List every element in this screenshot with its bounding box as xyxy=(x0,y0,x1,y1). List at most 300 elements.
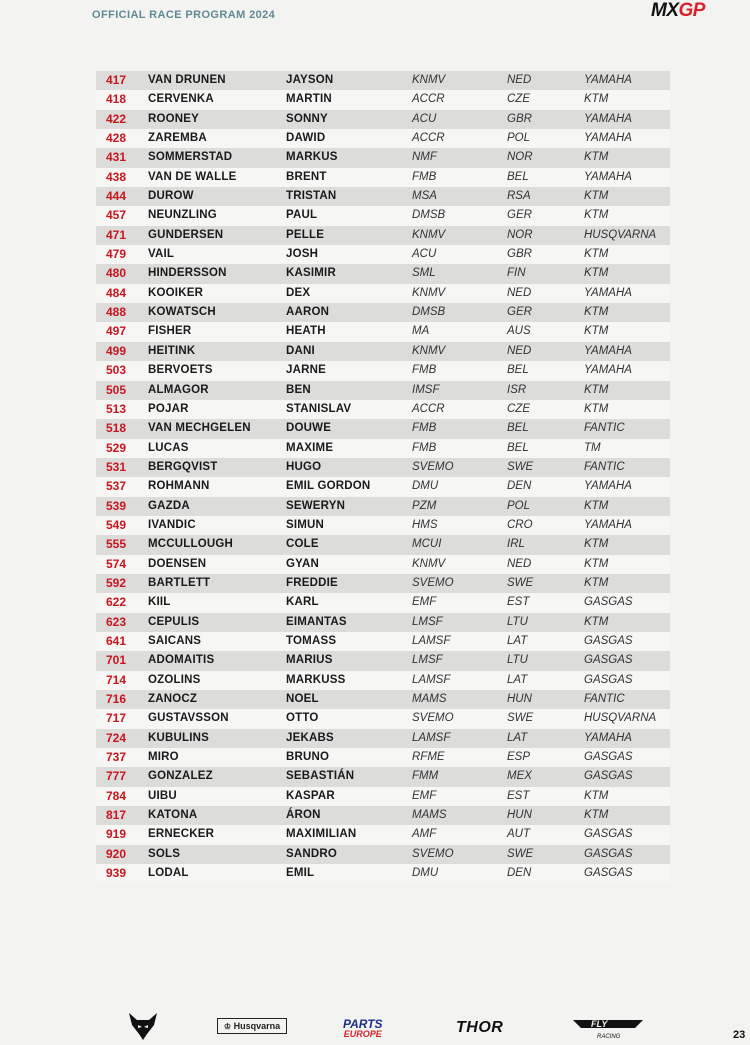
bike-brand: KTM xyxy=(584,248,609,261)
last-name: HEITINK xyxy=(148,344,196,357)
nation: HUN xyxy=(507,693,532,705)
table-row xyxy=(96,497,670,516)
table-row xyxy=(96,187,670,206)
nation: LAT xyxy=(507,731,528,744)
first-name: SEWERYN xyxy=(286,499,346,512)
first-name: BRENT xyxy=(286,170,327,183)
bike-brand: HUSQVARNA xyxy=(584,712,657,725)
rider-number: 623 xyxy=(106,614,127,629)
nation: GER xyxy=(507,306,532,319)
first-name: TOMASS xyxy=(286,634,337,647)
table-row xyxy=(96,767,670,786)
bike-brand: KTM xyxy=(584,209,609,222)
rider-number: 737 xyxy=(106,750,127,765)
table-row xyxy=(96,709,670,728)
federation: LAMSF xyxy=(412,673,451,686)
last-name: GAZDA xyxy=(148,499,190,512)
nation: DEN xyxy=(507,480,532,493)
last-name: GUNDERSEN xyxy=(148,228,224,241)
rider-number: 428 xyxy=(106,131,127,146)
first-name: MAXIME xyxy=(286,441,334,454)
first-name: NOEL xyxy=(286,693,319,705)
bike-brand: YAMAHA xyxy=(584,344,632,357)
table-row xyxy=(96,825,670,844)
table-row xyxy=(96,574,670,593)
nation: LTU xyxy=(507,654,528,667)
federation: FMB xyxy=(412,422,437,435)
bike-brand: FANTIC xyxy=(584,693,625,705)
last-name: DOENSEN xyxy=(148,557,207,570)
last-name: NEUNZLING xyxy=(148,209,217,222)
nation: NOR xyxy=(507,151,533,164)
bike-brand: TM xyxy=(584,441,601,454)
table-row xyxy=(96,303,670,322)
rider-number: 537 xyxy=(106,479,127,494)
last-name: HINDERSSON xyxy=(148,267,227,280)
parts-europe-logo xyxy=(343,1019,383,1039)
first-name: EMIL GORDON xyxy=(286,480,371,493)
federation: KNMV xyxy=(412,228,446,241)
rider-number: 592 xyxy=(106,575,127,590)
first-name: MARKUS xyxy=(286,151,338,164)
bike-brand: KTM xyxy=(584,538,609,551)
first-name: DANI xyxy=(286,344,315,357)
bike-brand: KTM xyxy=(584,809,609,822)
federation: FMB xyxy=(412,170,437,183)
bike-brand: YAMAHA xyxy=(584,286,632,299)
federation: RFME xyxy=(412,751,445,764)
rider-number: 716 xyxy=(106,692,127,706)
nation: BEL xyxy=(507,364,529,377)
first-name: COLE xyxy=(286,538,319,551)
table-row xyxy=(96,864,670,883)
first-name: HUGO xyxy=(286,460,322,473)
first-name: DOUWE xyxy=(286,422,332,435)
rider-number: 499 xyxy=(106,343,127,358)
table-row xyxy=(96,729,670,748)
table-row xyxy=(96,90,670,109)
table-row xyxy=(96,555,670,574)
federation: KNMV xyxy=(412,286,446,299)
first-name: DAWID xyxy=(286,132,326,145)
bike-brand: KTM xyxy=(584,557,609,570)
federation: SVEMO xyxy=(412,460,454,473)
rider-number: 539 xyxy=(106,498,127,513)
first-name: EIMANTAS xyxy=(286,615,347,628)
nation: LAT xyxy=(507,634,528,647)
rider-number: 919 xyxy=(106,827,127,842)
first-name: HEATH xyxy=(286,325,326,338)
last-name: GONZALEZ xyxy=(148,770,213,783)
nation: SWE xyxy=(507,712,534,725)
rider-number: 479 xyxy=(106,247,127,262)
rider-number: 444 xyxy=(106,189,127,204)
last-name: FISHER xyxy=(148,325,192,338)
nation: CZE xyxy=(507,93,530,106)
bike-brand: YAMAHA xyxy=(584,518,632,531)
nation: SWE xyxy=(507,576,534,589)
nation: NED xyxy=(507,557,532,570)
racing-label: RACING xyxy=(597,1034,621,1040)
nation: ESP xyxy=(507,751,531,764)
federation: MAMS xyxy=(412,809,447,822)
rider-number: 505 xyxy=(106,382,127,397)
federation: EMF xyxy=(412,789,437,802)
last-name: SOLS xyxy=(148,847,181,860)
rider-number: 939 xyxy=(106,866,127,881)
federation: LMSF xyxy=(412,654,443,667)
nation: AUS xyxy=(507,325,531,338)
bike-brand: FANTIC xyxy=(584,460,625,473)
first-name: JOSH xyxy=(286,248,319,261)
last-name: MCCULLOUGH xyxy=(148,538,234,551)
nation: GER xyxy=(507,209,532,222)
last-name: KIIL xyxy=(148,596,171,609)
rider-number: 784 xyxy=(106,788,127,803)
federation: DMSB xyxy=(412,209,446,222)
federation: EMF xyxy=(412,596,437,609)
first-name: EMIL xyxy=(286,867,315,880)
first-name: ÁRON xyxy=(286,809,321,822)
rider-number: 488 xyxy=(106,305,127,320)
table-row xyxy=(96,613,670,632)
table-row xyxy=(96,651,670,670)
rider-number: 817 xyxy=(106,808,127,823)
nation: POL xyxy=(507,132,531,145)
table-row xyxy=(96,748,670,767)
first-name: MARKUSS xyxy=(286,673,346,686)
bike-brand: KTM xyxy=(584,789,609,802)
federation: LMSF xyxy=(412,615,443,628)
bike-brand: GASGAS xyxy=(584,673,633,686)
first-name: MARTIN xyxy=(286,93,332,106)
nation: DEN xyxy=(507,867,532,880)
bike-brand: GASGAS xyxy=(584,596,633,609)
last-name: KOOIKER xyxy=(148,286,204,299)
bike-brand: YAMAHA xyxy=(584,731,632,744)
first-name: JEKABS xyxy=(286,731,334,744)
rider-number: 497 xyxy=(106,324,127,339)
federation: FMM xyxy=(412,770,439,783)
last-name: UIBU xyxy=(148,789,177,802)
federation: ACCR xyxy=(412,402,445,415)
sponsor-strip xyxy=(0,1008,750,1044)
nation: NED xyxy=(507,74,532,86)
last-name: CERVENKA xyxy=(148,93,214,106)
last-name: MIRO xyxy=(148,751,179,764)
table-row xyxy=(96,845,670,864)
federation: LAMSF xyxy=(412,731,451,744)
last-name: IVANDIC xyxy=(148,518,196,531)
federation: SVEMO xyxy=(412,847,454,860)
federation: MAMS xyxy=(412,693,447,705)
rider-number: 531 xyxy=(106,459,127,474)
nation: ISR xyxy=(507,383,527,396)
rider-number: 480 xyxy=(106,266,127,281)
rider-number: 777 xyxy=(106,769,127,784)
table-row xyxy=(96,632,670,651)
last-name: OZOLINS xyxy=(148,673,201,686)
federation: MSA xyxy=(412,190,437,203)
rider-number: 714 xyxy=(106,672,127,687)
table-row xyxy=(96,458,670,477)
first-name: FREDDIE xyxy=(286,576,338,589)
bike-brand: KTM xyxy=(584,151,609,164)
federation: KNMV xyxy=(412,557,446,570)
rider-number: 920 xyxy=(106,846,127,861)
first-name: JARNE xyxy=(286,364,326,377)
last-name: LUCAS xyxy=(148,441,189,454)
table-row xyxy=(96,264,670,283)
bike-brand: FANTIC xyxy=(584,422,625,435)
last-name: VAIL xyxy=(148,248,175,261)
nation: CRO xyxy=(507,518,533,531)
nation: NED xyxy=(507,344,532,357)
bike-brand: KTM xyxy=(584,383,609,396)
first-name: TRISTAN xyxy=(286,190,337,203)
table-row xyxy=(96,477,670,496)
rider-number: 549 xyxy=(106,517,127,532)
federation: DMSB xyxy=(412,306,446,319)
first-name: SANDRO xyxy=(286,847,338,860)
rider-number: 513 xyxy=(106,401,127,416)
nation: AUT xyxy=(507,828,530,841)
bike-brand: YAMAHA xyxy=(584,112,632,125)
last-name: GUSTAVSSON xyxy=(148,712,229,725)
last-name: ALMAGOR xyxy=(148,383,209,396)
federation: SVEMO xyxy=(412,712,454,725)
nation: EST xyxy=(507,596,530,609)
nation: EST xyxy=(507,789,530,802)
last-name: CEPULIS xyxy=(148,615,200,628)
table-row xyxy=(96,342,670,361)
table-row xyxy=(96,593,670,612)
europe-label: EUROPE xyxy=(343,1029,382,1039)
last-name: ROHMANN xyxy=(148,480,210,493)
rider-number: 518 xyxy=(106,421,127,436)
last-name: VAN MECHGELEN xyxy=(148,422,251,435)
fly-label: FLY xyxy=(591,1019,608,1029)
last-name: LODAL xyxy=(148,867,189,880)
last-name: ZAREMBA xyxy=(148,132,207,145)
bike-brand: GASGAS xyxy=(584,770,633,783)
nation: MEX xyxy=(507,770,532,783)
federation: KNMV xyxy=(412,74,446,86)
federation: FMB xyxy=(412,441,437,454)
nation: CZE xyxy=(507,402,530,415)
nation: LTU xyxy=(507,615,528,628)
table-row xyxy=(96,419,670,438)
nation: LAT xyxy=(507,673,528,686)
table-row xyxy=(96,168,670,187)
nation: SWE xyxy=(507,847,534,860)
federation: NMF xyxy=(412,151,437,164)
first-name: BEN xyxy=(286,383,311,396)
bike-brand: YAMAHA xyxy=(584,74,632,86)
table-row xyxy=(96,148,670,167)
bike-brand: KTM xyxy=(584,576,609,589)
rider-number: 417 xyxy=(106,73,127,87)
first-name: SEBASTIÁN xyxy=(286,770,355,783)
page-number: 23 xyxy=(733,1029,746,1041)
rider-number: 555 xyxy=(106,537,127,552)
table-row xyxy=(96,400,670,419)
federation: SML xyxy=(412,267,436,280)
fly-racing-logo xyxy=(571,1016,645,1042)
bike-brand: YAMAHA xyxy=(584,480,632,493)
last-name: KOWATSCH xyxy=(148,306,216,319)
nation: POL xyxy=(507,499,531,512)
federation: IMSF xyxy=(412,383,440,396)
table-row xyxy=(96,381,670,400)
thor-logo: THOR xyxy=(456,1019,504,1036)
bike-brand: GASGAS xyxy=(584,654,633,667)
first-name: SIMUN xyxy=(286,518,325,531)
husqvarna-logo: ♔ Husqvarna xyxy=(217,1018,287,1034)
table-row xyxy=(96,129,670,148)
bike-brand: YAMAHA xyxy=(584,132,632,145)
rider-number: 701 xyxy=(106,653,127,668)
bike-brand: KTM xyxy=(584,402,609,415)
bike-brand: GASGAS xyxy=(584,828,633,841)
rider-number: 622 xyxy=(106,595,127,610)
last-name: SOMMERSTAD xyxy=(148,151,233,164)
last-name: KUBULINS xyxy=(148,731,210,744)
rider-table xyxy=(96,71,670,883)
table-row xyxy=(96,284,670,303)
federation: SVEMO xyxy=(412,576,454,589)
nation: SWE xyxy=(507,460,534,473)
bike-brand: KTM xyxy=(584,499,609,512)
last-name: VAN DE WALLE xyxy=(148,170,237,183)
rider-number: 422 xyxy=(106,111,127,126)
table-row xyxy=(96,787,670,806)
husqvarna-label: Husqvarna xyxy=(233,1021,281,1031)
first-name: KASPAR xyxy=(286,789,335,802)
bike-brand: KTM xyxy=(584,93,609,106)
rider-number: 529 xyxy=(106,440,127,455)
fox-head-icon xyxy=(127,1011,159,1041)
table-row xyxy=(96,516,670,535)
federation: FMB xyxy=(412,364,437,377)
logo-gp: GP xyxy=(678,0,705,21)
table-row xyxy=(96,439,670,458)
rider-number: 574 xyxy=(106,556,127,571)
first-name: DEX xyxy=(286,286,311,299)
program-title: OFFICIAL RACE PROGRAM 2024 xyxy=(92,9,276,21)
nation: FIN xyxy=(507,267,526,280)
federation: AMF xyxy=(412,828,437,841)
first-name: PELLE xyxy=(286,228,325,241)
logo-mx: MX xyxy=(651,0,679,21)
last-name: BARTLETT xyxy=(148,576,211,589)
federation: KNMV xyxy=(412,344,446,357)
table-row xyxy=(96,245,670,264)
first-name: STANISLAV xyxy=(286,402,352,415)
federation: DMU xyxy=(412,480,439,493)
rider-number: 724 xyxy=(106,730,127,745)
rider-number: 431 xyxy=(106,150,127,165)
federation: ACCR xyxy=(412,93,445,106)
federation: LAMSF xyxy=(412,634,451,647)
bike-brand: KTM xyxy=(584,306,609,319)
bike-brand: KTM xyxy=(584,190,609,203)
rider-number: 503 xyxy=(106,363,127,378)
bike-brand: KTM xyxy=(584,267,609,280)
nation: BEL xyxy=(507,441,529,454)
federation: DMU xyxy=(412,867,439,880)
last-name: BERVOETS xyxy=(148,364,213,377)
first-name: MARIUS xyxy=(286,654,333,667)
nation: GBR xyxy=(507,248,532,261)
bike-brand: GASGAS xyxy=(584,751,633,764)
last-name: BERGQVIST xyxy=(148,460,218,473)
last-name: ROONEY xyxy=(148,112,200,125)
table-row xyxy=(96,226,670,245)
table-row xyxy=(96,110,670,129)
federation: ACU xyxy=(412,112,437,125)
rider-number: 471 xyxy=(106,227,127,242)
federation: ACU xyxy=(412,248,437,261)
bike-brand: YAMAHA xyxy=(584,170,632,183)
mxgp-logo xyxy=(651,0,705,22)
first-name: KARL xyxy=(286,596,319,609)
rider-number: 438 xyxy=(106,169,127,184)
bike-brand: GASGAS xyxy=(584,867,633,880)
federation: PZM xyxy=(412,499,437,512)
last-name: VAN DRUNEN xyxy=(148,74,226,86)
last-name: KATONA xyxy=(148,809,198,822)
nation: NED xyxy=(507,286,532,299)
federation: HMS xyxy=(412,518,438,531)
first-name: BRUNO xyxy=(286,751,330,764)
bike-brand: YAMAHA xyxy=(584,364,632,377)
table-row xyxy=(96,361,670,380)
first-name: AARON xyxy=(286,306,330,319)
first-name: OTTO xyxy=(286,712,319,725)
rider-number: 418 xyxy=(106,92,127,107)
bike-brand: KTM xyxy=(584,615,609,628)
first-name: SONNY xyxy=(286,112,328,125)
last-name: SAICANS xyxy=(148,634,202,647)
table-row xyxy=(96,322,670,341)
bike-brand: GASGAS xyxy=(584,634,633,647)
nation: IRL xyxy=(507,538,525,551)
last-name: ERNECKER xyxy=(148,828,215,841)
federation: MCUI xyxy=(412,538,442,551)
federation: MA xyxy=(412,325,430,338)
last-name: POJAR xyxy=(148,402,189,415)
nation: GBR xyxy=(507,112,532,125)
nation: RSA xyxy=(507,190,531,203)
last-name: ADOMAITIS xyxy=(148,654,215,667)
last-name: DUROW xyxy=(148,190,194,203)
nation: BEL xyxy=(507,422,529,435)
table-row xyxy=(96,206,670,225)
bike-brand: GASGAS xyxy=(584,847,633,860)
rider-number: 717 xyxy=(106,711,127,726)
nation: BEL xyxy=(507,170,529,183)
last-name: ZANOCZ xyxy=(148,693,198,705)
first-name: JAYSON xyxy=(286,74,334,86)
nation: HUN xyxy=(507,809,532,822)
rider-number: 641 xyxy=(106,633,127,648)
first-name: PAUL xyxy=(286,209,318,222)
table-row xyxy=(96,71,670,90)
federation: ACCR xyxy=(412,132,445,145)
first-name: MAXIMILIAN xyxy=(286,828,357,841)
table-row xyxy=(96,806,670,825)
